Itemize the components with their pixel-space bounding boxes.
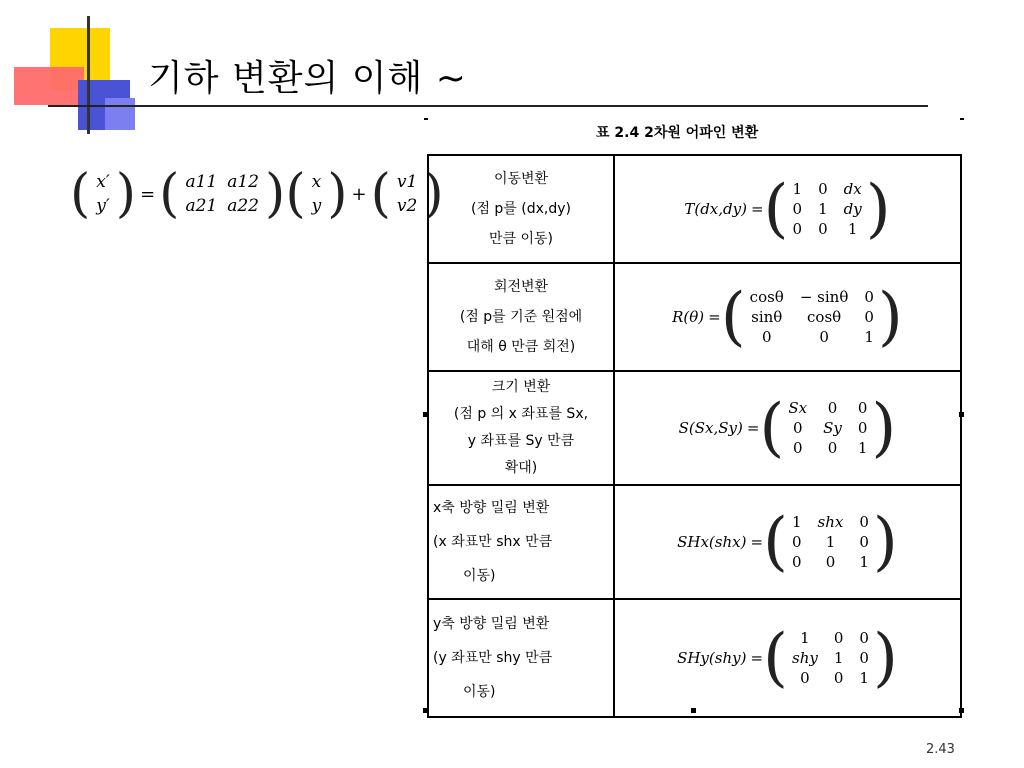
desc-line: x축 방향 밀림 변환	[433, 500, 550, 516]
matrix-entry: 0	[818, 180, 828, 198]
lhs-y: y′	[96, 196, 110, 216]
translation-vector	[391, 170, 423, 218]
a22: a22	[227, 196, 260, 216]
desc-line: (점 p를 기준 원점에	[459, 309, 583, 325]
matrix-entry: 0	[792, 419, 803, 437]
matrix-entry: 1	[792, 513, 802, 531]
affine-transform-table	[427, 154, 962, 718]
function-name: SHy(shy)	[677, 649, 747, 667]
formula-cell: SHy(shy) = ( 1 0 0 shy 1 0 0 0 1 )	[614, 599, 961, 717]
desc-cell	[428, 599, 614, 717]
page-number: 2.43	[926, 742, 955, 757]
right-paren: )	[872, 621, 898, 695]
matrix-entry: dy	[843, 200, 862, 218]
desc-line: y 좌표를 Sy 만큼	[467, 433, 575, 449]
desc-cell	[428, 155, 614, 263]
vec-x: x	[311, 172, 322, 192]
matrix-entry: 0	[857, 399, 868, 417]
matrix-entry: 1	[859, 669, 869, 687]
matrix-entry: shx	[817, 513, 844, 531]
a11: a11	[185, 172, 218, 192]
right-paren: )	[327, 164, 348, 224]
right-paren: )	[265, 164, 286, 224]
desc-line: (점 p 의 x 좌표를 Sx,	[453, 406, 589, 422]
equals-sign: =	[140, 183, 156, 205]
a12: a12	[227, 172, 260, 192]
left-paren: (	[159, 164, 180, 224]
matrix-entry: 0	[827, 439, 838, 457]
desc-line: y축 방향 밀림 변환	[433, 616, 550, 632]
affine-matrix-equation	[70, 164, 444, 224]
matrix-entry: 0	[827, 399, 838, 417]
matrix	[788, 628, 873, 688]
matrix-entry: 0	[792, 220, 803, 238]
formula-cell: T(dx,dy) = ( 1 0 dx 0 1 dy 0 0 1 )	[614, 155, 961, 263]
matrix-entry: shy	[792, 649, 818, 667]
desc-line: 대해 θ 만큼 회전)	[466, 339, 576, 355]
right-paren: )	[871, 391, 897, 465]
desc-cell	[428, 371, 614, 485]
left-paren: (	[763, 172, 789, 246]
table-row	[428, 263, 961, 371]
selection-handle	[424, 118, 428, 120]
matrix-entry: 0	[792, 553, 802, 571]
left-paren: (	[285, 164, 306, 224]
matrix-entry: sinθ	[751, 308, 783, 326]
matrix-entry: 1	[833, 649, 844, 667]
vec-y: y	[311, 196, 322, 216]
matrix	[784, 398, 871, 458]
function-name: T(dx,dy)	[684, 200, 747, 218]
table-caption: 표 2.4 2차원 어파인 변환	[596, 125, 759, 141]
function-name: SHx(shx)	[677, 533, 747, 551]
matrix-entry: 0	[818, 220, 828, 238]
matrix-entry: 0	[857, 419, 868, 437]
right-paren: )	[115, 164, 137, 224]
right-paren: )	[877, 280, 903, 354]
desc-line: (점 p를 (dx,dy)	[470, 201, 571, 217]
input-vector	[306, 170, 328, 218]
matrix	[789, 179, 866, 239]
desc-line: 이동)	[463, 684, 496, 700]
left-paren: (	[70, 164, 91, 224]
matrix-entry: 1	[800, 629, 810, 647]
matrix-entry: 1	[818, 200, 828, 218]
lhs-vector	[90, 170, 115, 218]
matrix-entry: 0	[859, 533, 869, 551]
selection-handle	[960, 118, 964, 120]
matrix-entry: 1	[864, 328, 874, 346]
left-paren: (	[763, 621, 788, 695]
left-paren: (	[720, 280, 746, 354]
desc-line: (y 좌표만 shy 만큼	[433, 650, 553, 666]
function-name: S(Sx,Sy)	[678, 419, 743, 437]
function-name: R(θ)	[672, 308, 705, 326]
matrix-entry: cosθ	[807, 308, 842, 326]
left-paren: (	[370, 164, 391, 224]
logo-blue-square-light	[105, 98, 135, 130]
right-paren: )	[872, 505, 898, 579]
matrix	[788, 512, 873, 572]
v2: v2	[396, 196, 418, 216]
matrix-entry: Sy	[823, 419, 842, 437]
desc-line: 이동변환	[493, 171, 549, 187]
matrix-entry: 1	[792, 180, 803, 198]
formula-cell: R(θ) = ( cosθ − sinθ 0 sinθ cosθ 0 0 0 1 )	[614, 263, 961, 371]
matrix-entry: 1	[857, 439, 868, 457]
matrix-entry: 1	[859, 553, 869, 571]
title-underline	[48, 105, 928, 107]
matrix-entry: dx	[843, 180, 862, 198]
matrix-entry: cosθ	[749, 288, 784, 306]
slide-title: 기하 변환의 이해 ~	[148, 58, 467, 99]
matrix-entry: 0	[800, 669, 810, 687]
desc-cell	[428, 485, 614, 599]
desc-line: 회전변환	[493, 279, 549, 295]
table-row	[428, 371, 961, 485]
desc-line: 크기 변환	[491, 379, 551, 395]
lhs-x: x′	[96, 172, 110, 192]
matrix-entry: 0	[792, 200, 803, 218]
matrix-entry: 0	[833, 669, 844, 687]
matrix-entry: 0	[859, 513, 869, 531]
matrix-entry: 0	[859, 649, 869, 667]
matrix-entry: 0	[819, 328, 829, 346]
right-paren: )	[865, 172, 891, 246]
matrix-entry: 0	[792, 533, 802, 551]
right-paren: )	[423, 164, 444, 224]
table-row	[428, 485, 961, 599]
matrix-entry: 0	[833, 629, 844, 647]
desc-line: 이동)	[463, 568, 496, 584]
table-row	[428, 599, 961, 717]
left-paren: (	[763, 505, 788, 579]
desc-cell	[428, 263, 614, 371]
v1: v1	[396, 172, 418, 192]
logo-vertical-line	[87, 16, 90, 134]
a21: a21	[185, 196, 218, 216]
matrix-entry: 1	[847, 220, 858, 238]
matrix-entry: 0	[825, 553, 836, 571]
table-row	[428, 155, 961, 263]
left-paren: (	[759, 391, 785, 465]
matrix-entry: 1	[825, 533, 836, 551]
logo-red-square	[14, 67, 84, 105]
matrix	[746, 287, 878, 347]
desc-line: (x 좌표만 shx 만큼	[433, 534, 553, 550]
matrix-entry: − sinθ	[799, 288, 849, 306]
matrix-entry: Sx	[788, 399, 808, 417]
formula-cell: S(Sx,Sy) = ( Sx 0 0 0 Sy 0 0 0 1 )	[614, 371, 961, 485]
matrix-entry: 0	[864, 288, 874, 306]
coefficient-matrix	[179, 170, 265, 218]
formula-cell: SHx(shx) = ( 1 shx 0 0 1 0 0 0 1 )	[614, 485, 961, 599]
desc-line: 확대)	[504, 460, 538, 476]
desc-line: 만큼 이동)	[488, 231, 553, 247]
matrix-entry: 0	[859, 629, 869, 647]
matrix-entry: 0	[792, 439, 803, 457]
matrix-entry: 0	[864, 308, 874, 326]
plus-sign: +	[351, 183, 367, 205]
matrix-entry: 0	[761, 328, 772, 346]
